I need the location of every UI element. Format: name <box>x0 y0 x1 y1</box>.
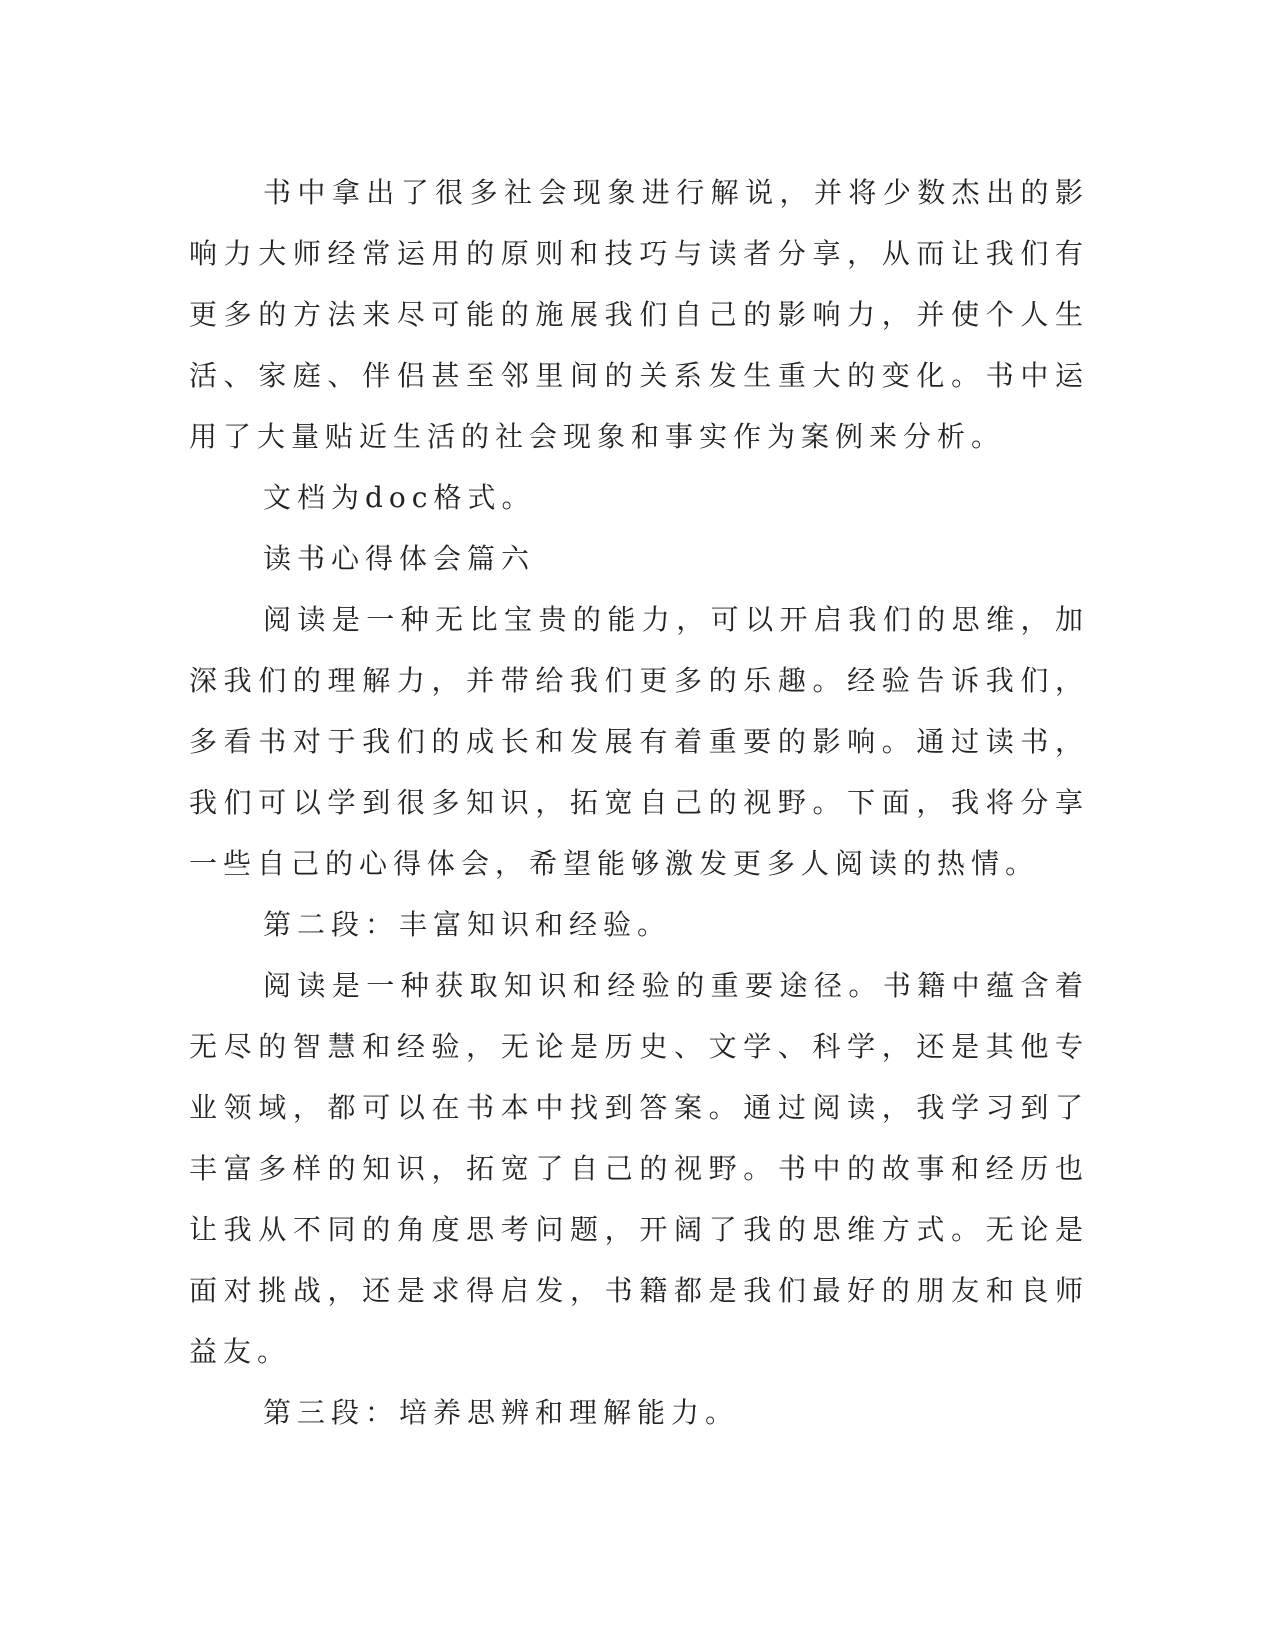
section-heading-second: 第二段：丰富知识和经验。 <box>263 908 672 941</box>
paragraph-book-summary: 书中拿出了很多社会现象进行解说，并将少数杰出的影响力大师经常运用的原则和技巧与读者分享，从而让我们有更多的方法来尽可能的施展我们自己的影响力，并使个人生活、家庭、伴侣甚至邻里间的关系发生重大的变化。书中运用了大量贴近生活的社会现象和事实作为案例来分析。 <box>189 176 1089 453</box>
section-heading-third: 第三段：培养思辨和理解能力。 <box>263 1396 740 1429</box>
paragraph-knowledge-experience: 阅读是一种获取知识和经验的重要途径。书籍中蕴含着无尽的智慧和经验，无论是历史、文学、科学，还是其他专业领域，都可以在书本中找到答案。通过阅读，我学习到了丰富多样的知识，拓宽了自己的视野。书中的故事和经历也让我从不同的角度思考问题，开阔了我的思维方式。无论是面对挑战，还是求得启发，书籍都是我们最好的朋友和良师益友。 <box>189 969 1089 1368</box>
paragraph-reading-intro: 阅读是一种无比宝贵的能力，可以开启我们的思维，加深我们的理解力，并带给我们更多的乐趣。经验告诉我们，多看书对于我们的成长和发展有着重要的影响。通过读书，我们可以学到很多知识，拓宽自己的视野。下面，我将分享一些自己的心得体会，希望能够激发更多人阅读的热情。 <box>189 603 1089 880</box>
section-title-part-six: 读书心得体会篇六 <box>263 542 536 575</box>
document-body <box>189 162 1089 1443</box>
paragraph-doc-format-note: 文档为doc格式。 <box>263 481 536 514</box>
